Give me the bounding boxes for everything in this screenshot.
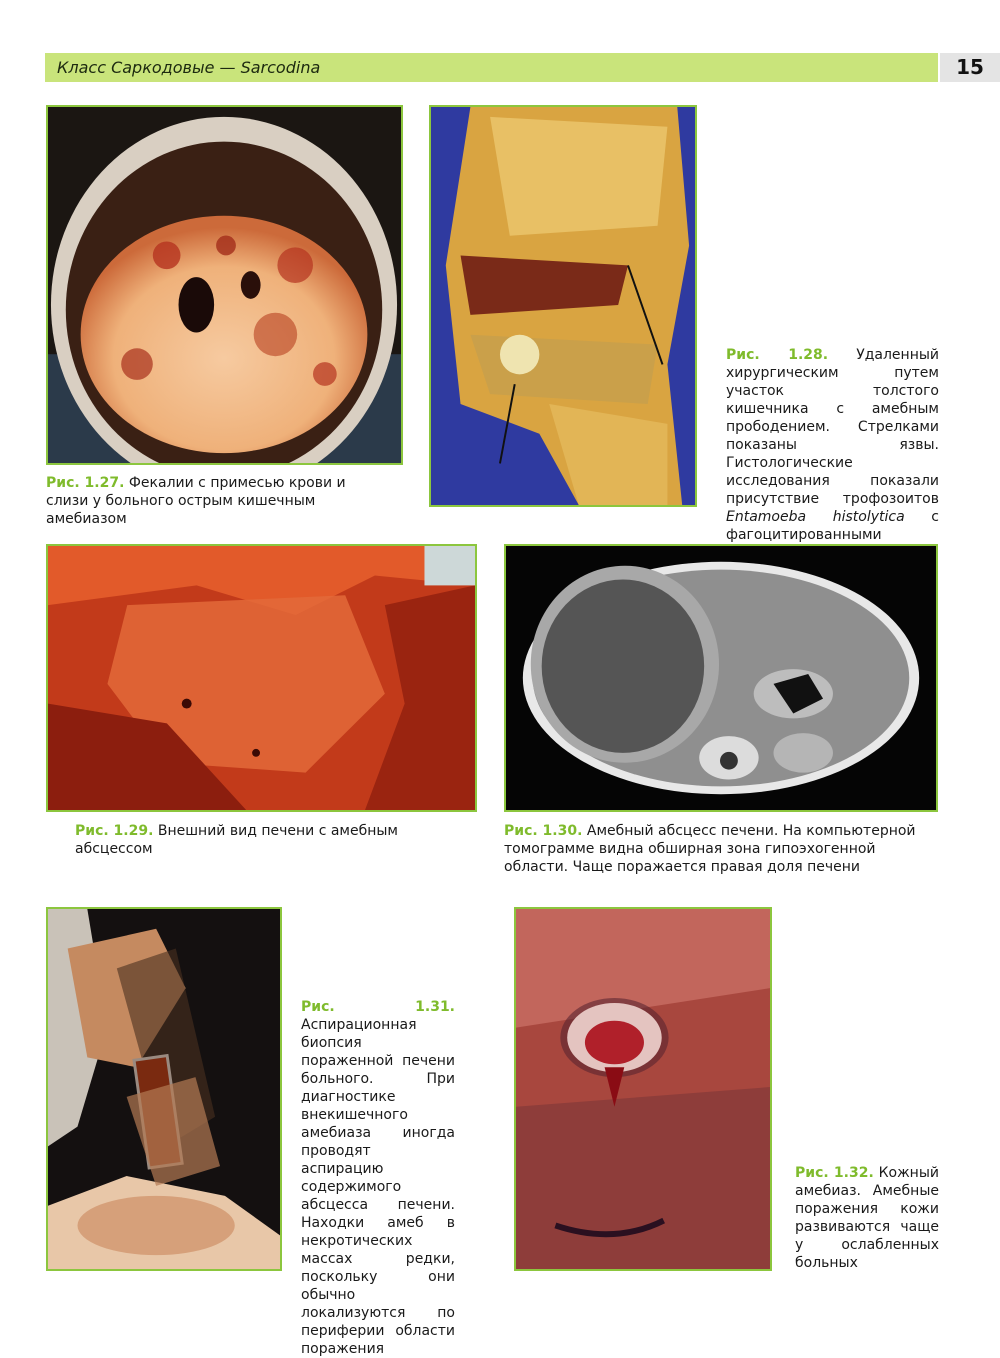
figure-1-32-caption — [795, 1164, 939, 1272]
figure-1-31-text: Аспирационная биопсия пораженной печени больного. При диагностике внекишечного амебиаза иногда проводят аспирацию содержимого абсцесса печени. Находки амеб в некротических массах редки, поскольку они обычно локализуются по периферии области поражения — [301, 1017, 455, 1357]
figure-1-31-caption — [301, 998, 455, 1358]
figure-1-30-label: Рис. 1.30. — [504, 823, 583, 839]
figure-1-29-label: Рис. 1.29. — [75, 823, 154, 839]
section-title: Класс Саркодовые — Sarcodina — [57, 58, 321, 77]
figure-1-28-photo — [429, 105, 697, 507]
figure-1-29-photo — [46, 544, 477, 812]
figure-1-32-label: Рис. 1.32. — [795, 1165, 874, 1181]
figure-1-32-text: Кожный амебиаз. Амебные поражения кожи развиваются чаще у ослабленных больных — [795, 1165, 939, 1271]
figure-1-30-caption — [504, 822, 940, 876]
page-number: 15 — [940, 53, 1000, 82]
figure-1-28-text-b: с фагоцитированными — [726, 509, 939, 543]
figure-1-27-text: Фекалии с примесью крови и слизи у больного острым кишечным амебиазом — [46, 475, 346, 527]
figure-1-30-photo — [504, 544, 938, 812]
figure-1-27-photo — [46, 105, 403, 465]
figure-1-28-label: Рис. 1.28. — [726, 347, 829, 363]
figure-1-29-caption — [75, 822, 475, 858]
figure-1-30-text: Амебный абсцесс печени. На компьютерной томограмме видна обширная зона гипоэхогенной области. Чаще поражается правая доля печени — [504, 823, 916, 875]
running-header — [45, 53, 938, 82]
figure-1-28-caption — [726, 346, 939, 562]
figure-1-28-species: Entamoeba histolytica — [726, 509, 905, 525]
figure-1-28-text-a: Удаленный хирургическим путем участок толстого кишечника с амебным прободением. Стрелками показаны язвы. Гистологические исследования показали присутствие трофозоитов — [726, 347, 939, 507]
figure-1-27-caption — [46, 474, 381, 528]
figure-1-31-label: Рис. 1.31. — [301, 999, 455, 1015]
figure-1-27-label: Рис. 1.27. — [46, 475, 125, 491]
figure-1-31-photo — [46, 907, 282, 1271]
figure-1-32-photo — [514, 907, 772, 1271]
figure-1-29-text: Внешний вид печени с амебным абсцессом — [75, 823, 398, 857]
